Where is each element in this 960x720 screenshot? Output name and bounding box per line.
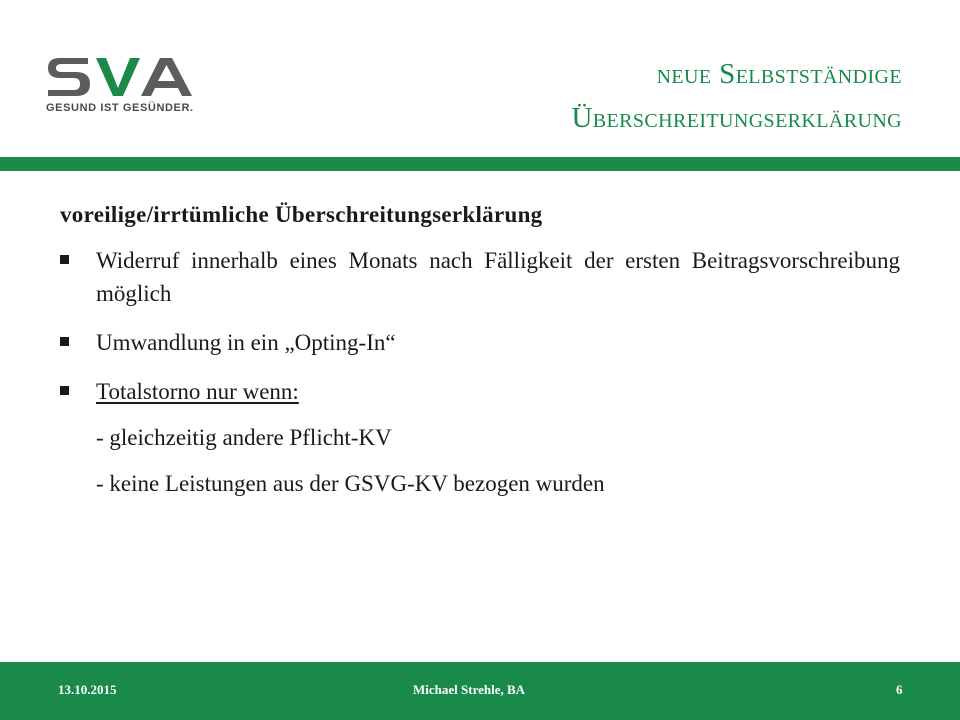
sva-logo-icon: [44, 54, 208, 98]
footer-author: Michael Strehle, BA: [413, 682, 526, 697]
slide-title-line-1: neue Selbstständige: [656, 58, 902, 90]
slide-title-line-2: Überschreitungserklärung: [571, 102, 902, 134]
slide-content: [60, 196, 900, 500]
bullet-item: [60, 375, 900, 408]
bullet-text: Umwandlung in ein „Opting-In“: [96, 330, 396, 355]
footer-date: 13.10.2015: [58, 682, 117, 697]
bullet-text: Totalstorno nur wenn:: [96, 379, 299, 404]
bullet-item: [60, 326, 900, 359]
sub-item: - gleichzeitig andere Pflicht-KV: [96, 425, 392, 450]
bullet-item: [60, 244, 900, 310]
sub-item: - keine Leistungen aus der GSVG-KV bezogen wurden: [96, 471, 605, 496]
logo-tagline: GESUND IST GESÜNDER.: [46, 102, 194, 114]
slide-title: [342, 52, 902, 140]
bullet-text: Widerruf innerhalb eines Monats nach Fälligkeit der ersten Beitragsvorschreibung möglich: [96, 248, 900, 306]
footer-page-number: 6: [896, 682, 903, 697]
square-bullet-icon: [60, 337, 69, 346]
content-heading: voreilige/irrtümliche Überschreitungserklärung: [60, 202, 543, 227]
square-bullet-icon: [60, 255, 69, 264]
footer-bar: [0, 662, 960, 720]
header-divider: [0, 157, 960, 171]
sva-logo: [44, 54, 210, 120]
square-bullet-icon: [60, 386, 69, 395]
